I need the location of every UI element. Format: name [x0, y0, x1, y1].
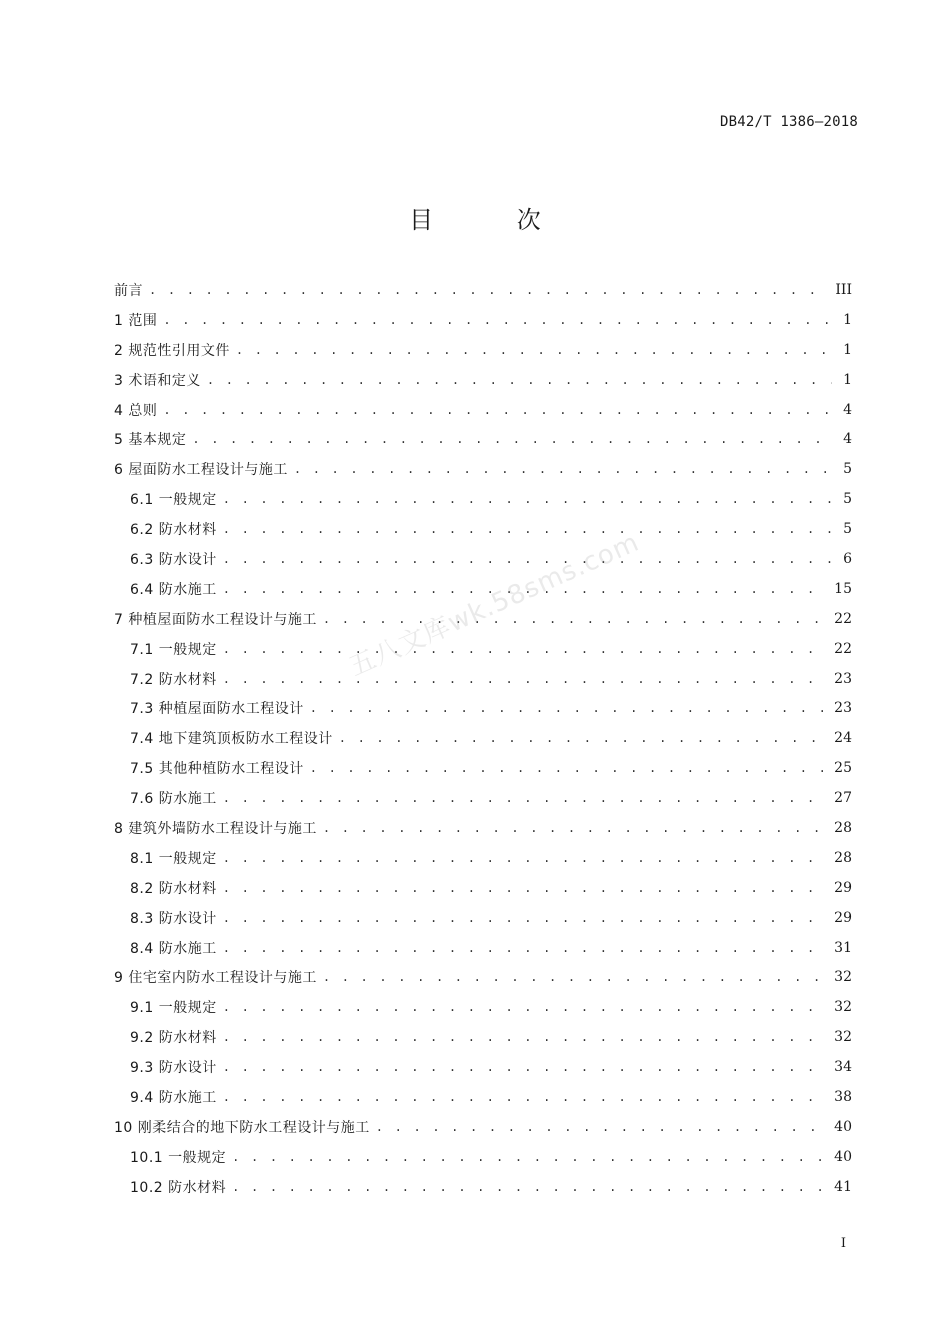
toc-entry-label: 6.1 一般规定: [130, 492, 217, 509]
toc-entry-label: 8.2 防水材料: [130, 880, 217, 897]
toc-dot-leader: [192, 432, 832, 446]
toc-entry-label: 8.4 防水施工: [130, 940, 217, 957]
toc-entry-page: 6: [843, 550, 852, 567]
toc-dot-leader: [232, 1150, 828, 1164]
toc-dot-leader: [223, 672, 828, 686]
toc-entry[interactable]: [114, 933, 852, 963]
toc-entry[interactable]: [114, 395, 852, 425]
toc-entry[interactable]: [114, 1112, 852, 1142]
toc-entry-page: 15: [834, 580, 852, 597]
toc-dot-leader: [310, 761, 828, 775]
toc-dot-leader: [223, 1060, 828, 1074]
toc-entry-page: 23: [834, 700, 852, 717]
toc-dot-leader: [294, 462, 832, 476]
toc-entry[interactable]: [114, 1172, 852, 1202]
toc-dot-leader: [223, 492, 832, 506]
toc-dot-leader: [163, 313, 832, 327]
toc-entry-page: 4: [843, 401, 852, 418]
toc-entry-page: 32: [834, 969, 852, 986]
toc-entry[interactable]: [114, 903, 852, 933]
toc-entry-label: 3 术语和定义: [114, 372, 201, 389]
toc-entry-label: 7.5 其他种植防水工程设计: [130, 761, 304, 778]
toc-entry[interactable]: [114, 783, 852, 813]
toc-dot-leader: [223, 1000, 828, 1014]
toc-dot-leader: [236, 343, 832, 357]
toc-dot-leader: [223, 522, 832, 536]
toc-entry-page: 24: [834, 730, 852, 747]
toc-entry[interactable]: [114, 664, 852, 694]
toc-entry-label: 7.3 种植屋面防水工程设计: [130, 701, 304, 718]
toc-entry[interactable]: [114, 335, 852, 365]
toc-entry-page: 32: [834, 1029, 852, 1046]
toc-entry[interactable]: [114, 962, 852, 992]
toc-entry-page: 29: [834, 879, 852, 896]
toc-entry-label: 4 总则: [114, 402, 158, 419]
toc-entry-label: 9.3 防水设计: [130, 1060, 217, 1077]
toc-dot-leader: [223, 941, 828, 955]
toc-entry-label: 前言: [114, 282, 143, 299]
toc-entry[interactable]: [114, 634, 852, 664]
toc-dot-leader: [376, 1120, 828, 1134]
toc-entry[interactable]: [114, 484, 852, 514]
toc-entry[interactable]: [114, 275, 852, 305]
toc-dot-leader: [223, 791, 828, 805]
toc-entry[interactable]: [114, 1142, 852, 1172]
toc-entry-page: 38: [834, 1088, 852, 1105]
toc-entry-page: 34: [834, 1059, 852, 1076]
toc-entry[interactable]: [114, 723, 852, 753]
toc-dot-leader: [339, 731, 828, 745]
table-of-contents: [114, 275, 852, 1202]
toc-dot-leader: [207, 373, 832, 387]
toc-entry-label: 10.2 防水材料: [130, 1179, 227, 1196]
toc-entry-label: 2 规范性引用文件: [114, 342, 230, 359]
toc-entry-label: 7.2 防水材料: [130, 671, 217, 688]
toc-entry-page: 5: [843, 521, 852, 538]
toc-entry-label: 8.3 防水设计: [130, 910, 217, 927]
toc-entry-page: 1: [843, 311, 852, 328]
toc-entry[interactable]: [114, 843, 852, 873]
watermark: 五八文库wk.58sms.com: [344, 527, 644, 683]
toc-entry[interactable]: [114, 1052, 852, 1082]
toc-entry-label: 5 基本规定: [114, 432, 187, 449]
toc-entry-label: 9.4 防水施工: [130, 1089, 217, 1106]
toc-entry-page: 25: [834, 760, 852, 777]
toc-entry-label: 7.1 一般规定: [130, 641, 217, 658]
toc-entry[interactable]: [114, 813, 852, 843]
toc-entry-page: 4: [843, 431, 852, 448]
toc-entry[interactable]: [114, 514, 852, 544]
toc-entry-page: 41: [834, 1178, 852, 1195]
toc-entry[interactable]: [114, 1022, 852, 1052]
toc-title: 目 次: [409, 206, 579, 234]
toc-entry-label: 1 范围: [114, 312, 158, 329]
toc-dot-leader: [323, 821, 828, 835]
toc-entry-label: 6.3 防水设计: [130, 551, 217, 568]
toc-entry-page: 27: [834, 790, 852, 807]
toc-dot-leader: [163, 403, 832, 417]
toc-entry-label: 6.4 防水施工: [130, 581, 217, 598]
toc-entry-page: 40: [834, 1118, 852, 1135]
toc-entry-page: 31: [834, 939, 852, 956]
toc-entry-label: 6.2 防水材料: [130, 522, 217, 539]
toc-entry-label: 10 刚柔结合的地下防水工程设计与施工: [114, 1119, 370, 1136]
toc-entry[interactable]: [114, 365, 852, 395]
toc-entry[interactable]: [114, 753, 852, 783]
toc-entry[interactable]: [114, 873, 852, 903]
toc-dot-leader: [223, 1030, 828, 1044]
toc-entry-label: 7 种植屋面防水工程设计与施工: [114, 611, 317, 628]
toc-dot-leader: [223, 881, 828, 895]
toc-dot-leader: [310, 701, 828, 715]
toc-entry[interactable]: [114, 424, 852, 454]
toc-entry-label: 7.4 地下建筑顶板防水工程设计: [130, 731, 333, 748]
toc-dot-leader: [223, 911, 828, 925]
toc-dot-leader: [223, 851, 828, 865]
toc-entry-page: 28: [834, 849, 852, 866]
toc-entry-page: III: [835, 281, 852, 298]
toc-entry-page: 23: [834, 670, 852, 687]
toc-dot-leader: [223, 642, 828, 656]
document-code: DB42/T 1386—2018: [719, 114, 858, 130]
toc-entry-label: 9.2 防水材料: [130, 1030, 217, 1047]
toc-entry-page: 22: [834, 610, 852, 627]
toc-entry-label: 9 住宅室内防水工程设计与施工: [114, 970, 317, 987]
toc-dot-leader: [323, 970, 828, 984]
toc-entry-label: 7.6 防水施工: [130, 791, 217, 808]
toc-entry-label: 8.1 一般规定: [130, 850, 217, 867]
toc-entry-page: 5: [843, 491, 852, 508]
toc-dot-leader: [223, 1090, 828, 1104]
toc-entry[interactable]: [114, 693, 852, 723]
page-number: I: [840, 1236, 846, 1251]
toc-entry-page: 28: [834, 819, 852, 836]
toc-entry[interactable]: [114, 305, 852, 335]
toc-entry-label: 9.1 一般规定: [130, 1000, 217, 1017]
toc-entry-label: 8 建筑外墙防水工程设计与施工: [114, 820, 317, 837]
toc-entry-page: 32: [834, 999, 852, 1016]
toc-entry-page: 40: [834, 1148, 852, 1165]
toc-entry-page: 5: [843, 461, 852, 478]
toc-entry-page: 22: [834, 640, 852, 657]
toc-entry-page: 1: [843, 341, 852, 358]
toc-dot-leader: [223, 552, 832, 566]
toc-dot-leader: [149, 283, 829, 297]
toc-entry[interactable]: [114, 992, 852, 1022]
toc-entry[interactable]: [114, 1082, 852, 1112]
toc-entry[interactable]: [114, 544, 852, 574]
toc-entry-label: 10.1 一般规定: [130, 1149, 227, 1166]
toc-entry-label: 6 屋面防水工程设计与施工: [114, 462, 288, 479]
toc-dot-leader: [232, 1180, 828, 1194]
toc-entry-page: 1: [843, 371, 852, 388]
toc-entry-page: 29: [834, 909, 852, 926]
toc-entry[interactable]: [114, 454, 852, 484]
